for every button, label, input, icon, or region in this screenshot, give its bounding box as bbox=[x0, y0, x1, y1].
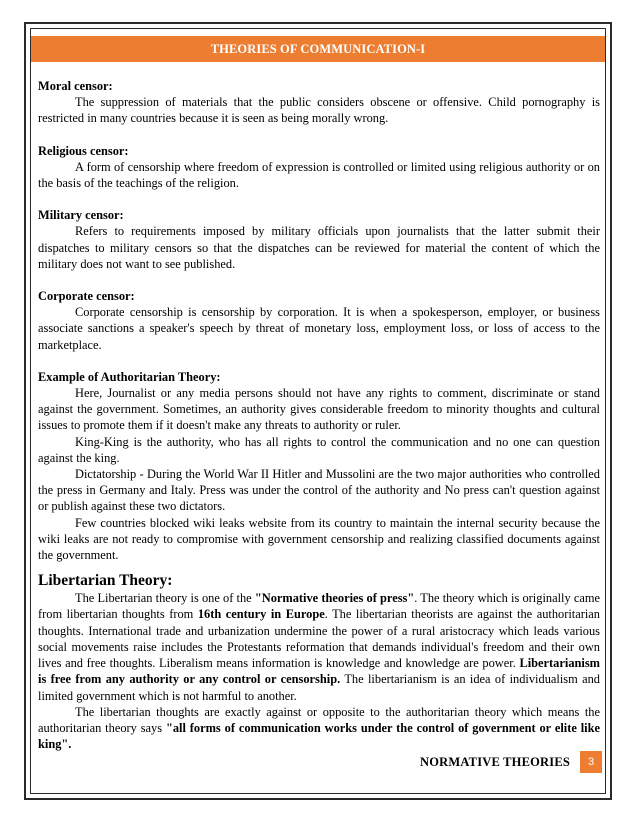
footer-title: NORMATIVE THEORIES bbox=[420, 754, 571, 769]
corporate-censor-text: Corporate censorship is censorship by corporation. It is when a spokesperson, employer, or business associate sanctions a speaker's speech by threat of monetary loss, employment loss, or loss of access to the marketplace. bbox=[38, 305, 600, 352]
military-censor-text: Refers to requirements imposed by military officials upon journalists that the latter submit their dispatches to military censors so that the dispatches can be reviewed for material the content of which the military does not want to see published. bbox=[38, 224, 600, 271]
authoritarian-example-heading: Example of Authoritarian Theory: bbox=[38, 369, 221, 384]
page-footer bbox=[420, 751, 602, 773]
libertarian-theory-text-2: The libertarian thoughts are exactly against or opposite to the authoritarian theory which means the authoritarian theory says "all forms of communication works under the control of government or elite like king". bbox=[38, 704, 600, 752]
page-number: 3 bbox=[580, 751, 602, 773]
moral-censor-text: The suppression of materials that the public considers obscene or offensive. Child pornography is restricted in many countries because it is seen as being morally wrong. bbox=[38, 95, 600, 126]
document-body bbox=[38, 78, 600, 752]
religious-censor-text: A form of censorship where freedom of expression is controlled or limited using religious authority or on the basis of the teachings of the religion. bbox=[38, 159, 600, 191]
authoritarian-example-text-1: Here, Journalist or any media persons should not have any rights to comment, discriminate or stand against the government. Sometimes, an authority gives considerable freedom to minority thoughts and cultural issues to promote them if it doesn't make any threats to authority or ruler. bbox=[38, 386, 600, 433]
authoritarian-example-text-3: Dictatorship - During the World War II Hitler and Mussolini are the two major authorities who controlled the press in Germany and Italy. Press was under the control of the authority and No press can't question against or publish against these two dictators. bbox=[38, 467, 600, 514]
religious-censor-heading: Religious censor: bbox=[38, 143, 129, 158]
libertarian-theory-heading: Libertarian Theory: bbox=[38, 572, 173, 590]
header-title: THEORIES OF COMMUNICATION-I bbox=[31, 36, 605, 62]
corporate-censor-heading: Corporate censor: bbox=[38, 289, 135, 304]
military-censor-heading: Military censor: bbox=[38, 208, 124, 223]
moral-censor-heading: Moral censor: bbox=[38, 79, 113, 93]
libertarian-theory-text-1: The Libertarian theory is one of the "Normative theories of press". The theory which is originally came from libertarian thoughts from 16th century in Europe. The libertarian theorists are against the authoritarian thoughts. International trade and urbanization undermine the power of a rural aristocracy which leads various social movements raise includes the Protestants reformation that demands individual's freedom and their own lives and free thoughts. Liberalism means information is knowledge and knowledge are power. Libertarianism is free from any authority or any control or censorship. The libertarianism is an idea of individualism and limited government which is not harmful to another. bbox=[38, 591, 601, 703]
authoritarian-example-text-4: Few countries blocked wiki leaks website from its country to maintain the internal security because the wiki leaks are not ready to compromise with government censorship and realizing classified documents against the government. bbox=[38, 515, 600, 563]
authoritarian-example-text-2: King-King is the authority, who has all rights to control the communication and no one can question against the king. bbox=[38, 434, 600, 465]
